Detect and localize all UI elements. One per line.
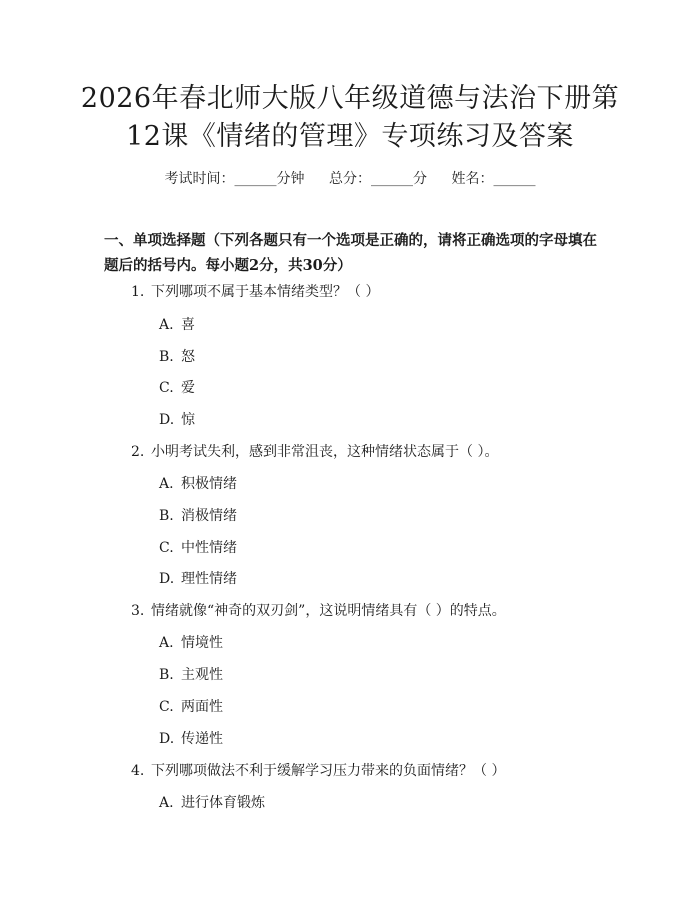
option-1c [159,377,195,397]
question-4 [131,760,505,780]
option-1d [159,409,195,429]
option-letter: C. [159,540,174,556]
question-text: 情绪就像“神奇的双刃剑”，这说明情绪具有（ ）的特点。 [151,603,506,619]
option-letter: A. [159,635,174,651]
option-text: 主观性 [181,667,223,683]
question-text: 下列哪项做法不利于缓解学习压力带来的负面情绪？（ ） [151,763,506,779]
option-text: 进行体育锻炼 [181,795,265,811]
section-heading: 一、单项选择题（下列各题只有一个选项是正确的，请将正确选项的字母填在题后的括号内。每小题2分，共30分） [104,232,597,274]
option-letter: A. [159,317,174,333]
option-letter: D. [159,731,175,747]
option-2d [159,568,237,588]
option-text: 两面性 [181,699,223,715]
option-text: 消极情绪 [181,508,237,524]
document-title-line-1: 2026年春北师大版八年级道德与法治下册第 [80,83,620,114]
question-number: 4. [131,763,145,779]
option-3c [159,696,223,716]
question-text: 下列哪项不属于基本情绪类型？（ ） [151,284,380,300]
question-number: 2. [131,444,145,460]
option-2a [159,473,237,493]
option-text: 惊 [181,412,195,428]
question-text: 小明考试失利，感到非常沮丧，这种情绪状态属于（ ）。 [151,444,499,460]
document-title-line-2: 12课《情绪的管理》专项练习及答案 [126,121,574,152]
option-text: 喜 [181,317,195,333]
total-score-field: 总分：______分 [329,171,427,187]
option-text: 爱 [181,380,195,396]
question-number: 1. [131,284,145,300]
option-1b [159,346,195,366]
option-letter: B. [159,667,174,683]
option-1a [159,314,195,334]
option-3b [159,664,223,684]
option-3a [159,632,223,652]
question-1 [131,281,379,301]
option-letter: C. [159,380,174,396]
option-2b [159,505,237,525]
option-letter: D. [159,571,175,587]
student-name-field: 姓名：______ [451,171,536,187]
option-text: 中性情绪 [181,540,237,556]
option-2c [159,537,237,557]
exam-meta [0,168,700,188]
option-letter: D. [159,412,175,428]
option-letter: A. [159,795,174,811]
option-text: 情境性 [181,635,223,651]
option-letter: B. [159,349,174,365]
option-text: 怒 [181,349,195,365]
option-text: 传递性 [181,731,223,747]
option-text: 积极情绪 [181,476,237,492]
option-letter: A. [159,476,174,492]
question-3 [131,600,506,620]
option-letter: B. [159,508,174,524]
option-4a [159,792,265,812]
option-letter: C. [159,699,174,715]
question-number: 3. [131,603,145,619]
exam-time-field: 考试时间：______分钟 [164,171,305,187]
option-3d [159,728,223,748]
option-text: 理性情绪 [181,571,237,587]
question-2 [131,441,498,461]
